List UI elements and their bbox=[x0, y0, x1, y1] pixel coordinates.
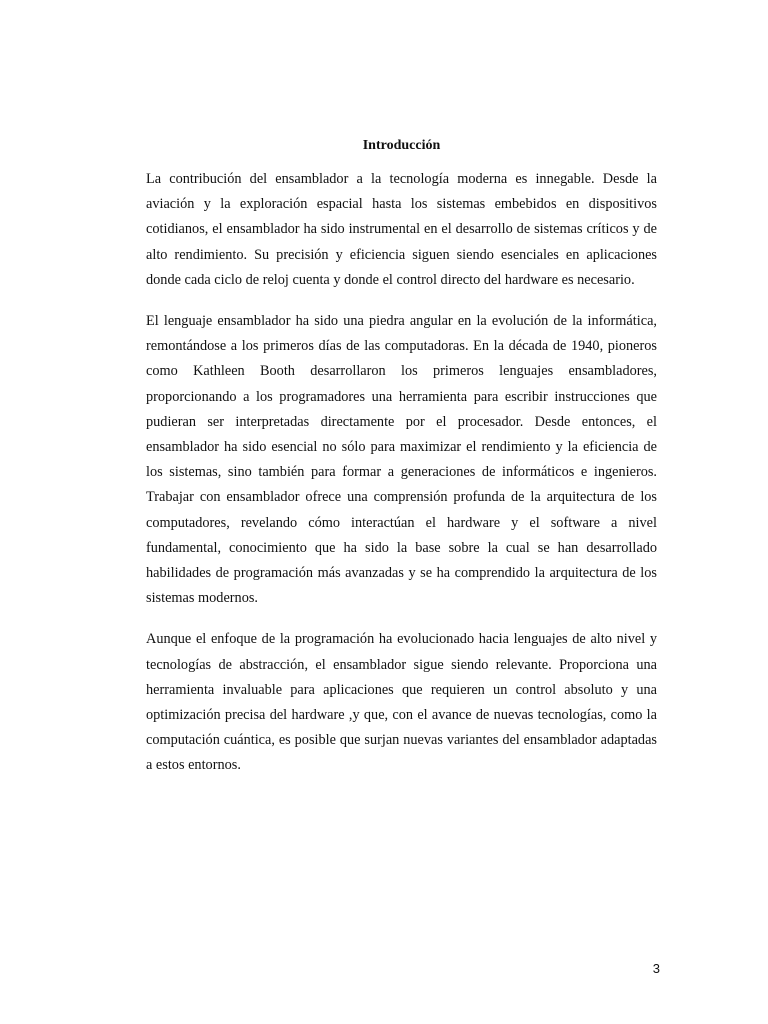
paragraph-1: La contribución del ensamblador a la tecnología moderna es innegable. Desde la aviación y la exploración espacial hasta los sistemas embebidos en dispositivos cotidianos, el ensamblador ha sido instrumental en el desarrollo de sistemas críticos y de alto rendimiento. Su precisión y eficiencia siguen siendo esenciales en aplicaciones donde cada ciclo de reloj cuenta y donde el control directo del hardware es necesario. bbox=[146, 171, 657, 288]
paragraph-2: El lenguaje ensamblador ha sido una piedra angular en la evolución de la informática, remontándose a los primeros días de las computadoras. En la década de 1940, pioneros como Kathleen Booth desarrollaron los primeros lenguajes ensambladores, proporcionando a los programadores una herramienta para escribir instrucciones que pudieran ser interpretadas directamente por el procesador. Desde entonces, el ensamblador ha sido esencial no sólo para maximizar el rendimiento y la eficiencia de los sistemas, sino también para formar a generaciones de informáticos e ingenieros. Trabajar con ensamblador ofrece una comprensión profunda de la arquitectura de los computadores, revelando cómo interactúan el hardware y el software a nivel fundamental, conocimiento que ha sido la base sobre la cual se han desarrollado habilidades de programación más avanzadas y se ha comprendido la arquitectura de los sistemas modernos. bbox=[146, 313, 657, 607]
paragraph-3: Aunque el enfoque de la programación ha evolucionado hacia lenguajes de alto nivel y tecnologías de abstracción, el ensamblador sigue siendo relevante. Proporciona una herramienta invaluable para aplicaciones que requieren un control absoluto y una optimización precisa del hardware ,y que, con el avance de nuevas tecnologías, como la computación cuántica, es posible que surjan nuevas variantes del ensamblador adaptadas a estos entornos. bbox=[146, 631, 657, 774]
document-body bbox=[146, 136, 657, 795]
page-title: Introducción bbox=[362, 138, 441, 153]
page-number: 3 bbox=[652, 961, 660, 976]
